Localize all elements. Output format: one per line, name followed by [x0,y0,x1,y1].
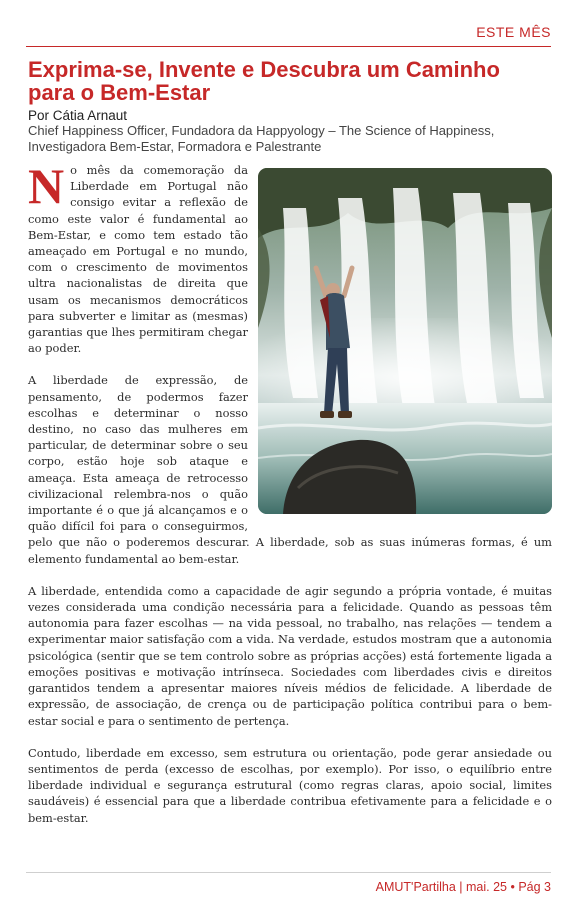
footer-divider [26,872,551,873]
paragraph-2: A liberdade de expressão, de pensamento, de podermos fazer escolhas e determinar o nosso destino, no caso das mulheres em particular, de determinar sobre o seu corpo, estão hoje sob ataque e ameaça. Esta ameaça de retrocesso civilizacional relembra-nos o quão importante é o que já alcançamos e o quão difícil foi para o conseguirmos, pelo que não o poderemos descurar. A liberdade, sob as suas inúmeras formas, é um elemento fundamental ao bem-estar. [28,373,552,566]
waterfall-photo [258,168,552,514]
author-affiliation: Chief Happiness Officer, Fundadora da Happyology – The Science of Happiness, Investigadora Bem-Estar, Formadora e Palestrante [28,123,495,154]
section-label: ESTE MÊS [476,24,551,40]
article-byline: Por Cátia Arnaut [28,108,128,123]
header-divider [26,46,551,47]
paragraph-1-text: o mês da comemoração da Liberdade em Portugal não consigo evitar a reflexão de como este valor é fundamental ao Bem-Estar, e como tem estado tão ameaçado em Portugal e no mundo, com o crescimento de movimentos ultra nacionalistas de direita que usam os mecanismos democráticos para subverter e limitar as (mesmas) garantias que lhes permitiram chegar ao poder. [28,163,248,356]
page-footer: AMUT'Partilha | mai. 25 • Pág 3 [375,880,551,894]
dropcap-letter: N [28,158,65,214]
paragraph-4: Contudo, liberdade em excesso, sem estrutura ou orientação, pode gerar ansiedade ou sentimentos de perda (excesso de escolhas, por exemplo). Por isso, o equilíbrio entre liberdade individual e segurança estrutural (como regras claras, apoio social, limites saudáveis) é essencial para que a liberdade contribua efetivamente para a felicidade e o bem-estar. [28,745,552,825]
article-title: Exprima-se, Invente e Descubra um Caminho para o Bem-Estar [28,57,500,105]
paragraph-3: A liberdade, entendida como a capacidade de agir segundo a própria vontade, é muitas vezes considerada uma condição necessária para a felicidade. Quando as pessoas têm autonomia para fazer escolhas — na vida pessoal, no trabalho, nas relações — tendem a experimentar maior satisfação com a vida. Na verdade, estudos mostram que a autonomia psicológica (sentir que se tem controlo sobre as próprias acções) está fortemente ligada a emoções positivas e motivação intrínseca. Sociedades com liberdades civis e direitos garantidos tendem a apresentar maiores níveis médios de felicidade. A liberdade de expressão, de associação, de crença ou de participação política contribui para o bem-estar social e para o sentimento de pertença. [28,583,552,728]
article-body [28,158,552,842]
